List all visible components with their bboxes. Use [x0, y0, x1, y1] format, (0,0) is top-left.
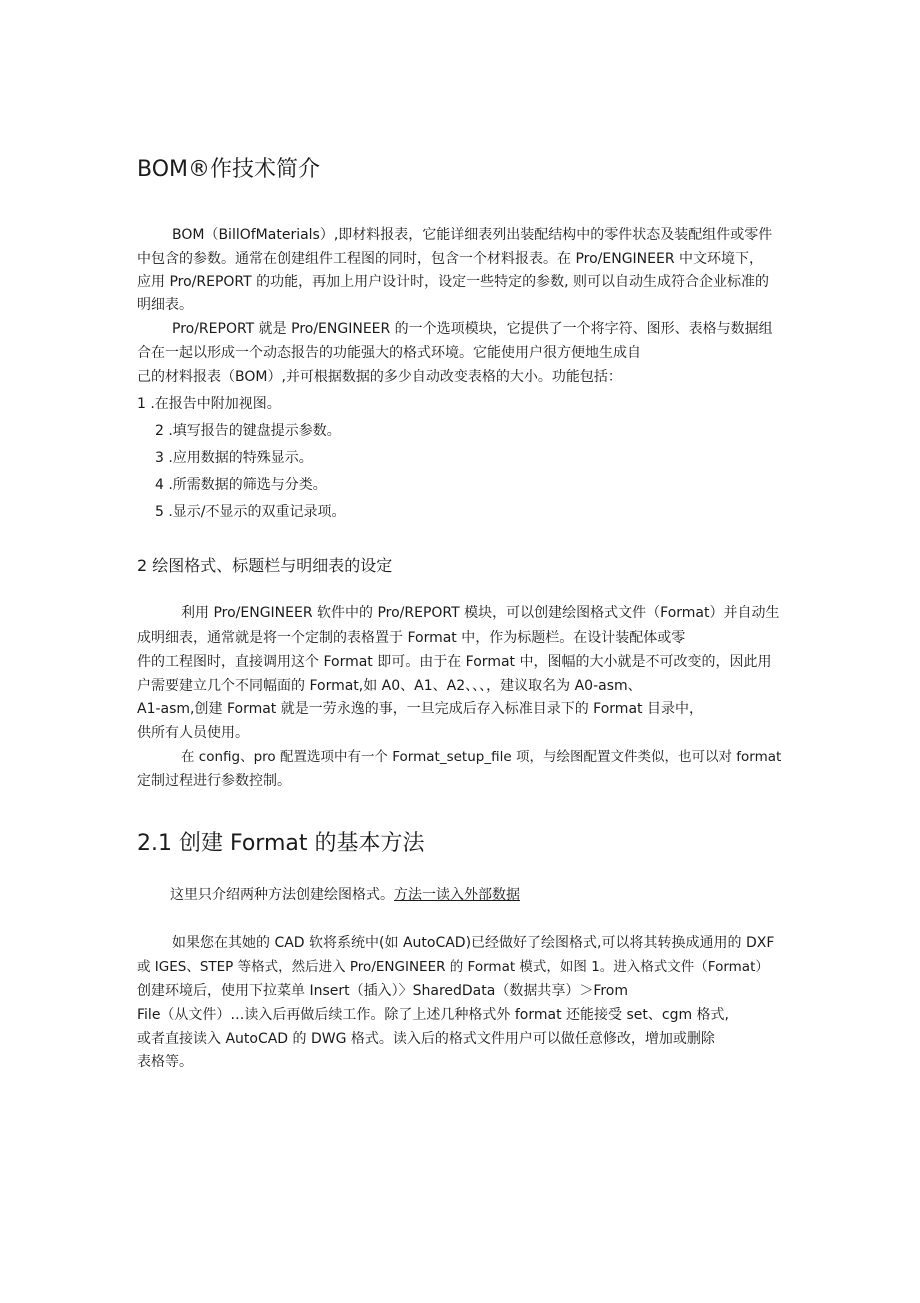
section-2-line: 利用 Pro/ENGINEER 软件中的 Pro/REPORT 模块，可以创建绘图格式文件（Format）并自动生: [181, 605, 780, 621]
method-intro: [170, 886, 520, 904]
section-2-1-heading: 2.1 创建 Format 的基本方法: [137, 831, 425, 856]
feature-item: 5 .显示/不显示的双重记录项。: [155, 504, 346, 520]
feature-item: 2 .填写报告的键盘提示参数。: [155, 423, 341, 439]
section-2-line: 定制过程进行参数控制。: [137, 773, 291, 789]
section-2-line: 户需要建立几个不同幅面的 Format,如 A0、A1、A2、、、，建议取名为 A0-asm、: [137, 678, 642, 694]
section-2-line: 供所有人员使用。: [137, 725, 249, 741]
intro-line: 明细表。: [137, 297, 193, 313]
method-line: 表格等。: [137, 1054, 193, 1070]
section-2-line: 在 config、pro 配置选项中有一个 Format_setup_file 项，与绘图配置文件类似，也可以对 format: [181, 749, 782, 765]
intro-line: 应用 Pro/REPORT 的功能，再加上用户设计时，设定一些特定的参数, 则可以自动生成符合企业标准的: [137, 274, 770, 290]
method-line: 如果您在其她的 CAD 软将系统中(如 AutoCAD)已经做好了绘图格式,可以将其转换成通用的 DXF: [172, 935, 775, 951]
section-2-line: 件的工程图时，直接调用这个 Format 即可。由于在 Format 中，图幅的大小就是不可改变的，因此用: [137, 654, 772, 670]
section-2-heading: 2 绘图格式、标题栏与明细表的设定: [137, 556, 393, 575]
section-2-line: A1-asm,创建 Format 就是一劳永逸的事，一旦完成后存入标准目录下的 Format 目录中，: [137, 701, 703, 717]
document-title: BOM®作技术简介: [137, 157, 321, 182]
method-line: 创建环境后，使用下拉菜单 Insert（插入）〉SharedData（数据共享）＞From: [137, 983, 629, 999]
feature-item: 1 .在报告中附加视图。: [137, 396, 281, 412]
method-one-link[interactable]: 方法一读入外部数据: [394, 887, 520, 903]
section-2-line: 成明细表，通常就是将一个定制的表格置于 Format 中，作为标题栏。在设计装配体或零: [137, 630, 686, 646]
feature-item: 3 .应用数据的特殊显示。: [155, 450, 313, 466]
intro-line: 己的材料报表（BOM）,并可根据数据的多少自动改变表格的大小。功能包括：: [137, 369, 622, 385]
intro-line: 合在一起以形成一个动态报告的功能强大的格式环境。它能使用户很方便地生成自: [137, 345, 641, 361]
intro-line: 中包含的参数。通常在创建组件工程图的同时，包含一个材料报表。在 Pro/ENGINEER 中文环境下，: [137, 251, 764, 267]
method-intro-text: 这里只介绍两种方法创建绘图格式。: [170, 887, 394, 903]
method-line: 或者直接读入 AutoCAD 的 DWG 格式。读入后的格式文件用户可以做任意修改，增加或删除: [137, 1031, 715, 1047]
method-line: File（从文件）…读入后再做后续工作。除了上述几种格式外 format 还能接受 set、cgm 格式,: [137, 1007, 730, 1023]
intro-line: BOM（BillOfMaterials）,即材料报表，它能详细表列出装配结构中的零件状态及装配组件或零件: [172, 227, 773, 243]
feature-item: 4 .所需数据的筛选与分类。: [155, 477, 327, 493]
method-line: 或 IGES、STEP 等格式，然后进入 Pro/ENGINEER 的 Format 模式，如图 1。进入格式文件（Format）: [137, 959, 769, 975]
intro-line: Pro/REPORT 就是 Pro/ENGINEER 的一个选项模块，它提供了一个将字符、图形、表格与数据组: [172, 321, 773, 337]
